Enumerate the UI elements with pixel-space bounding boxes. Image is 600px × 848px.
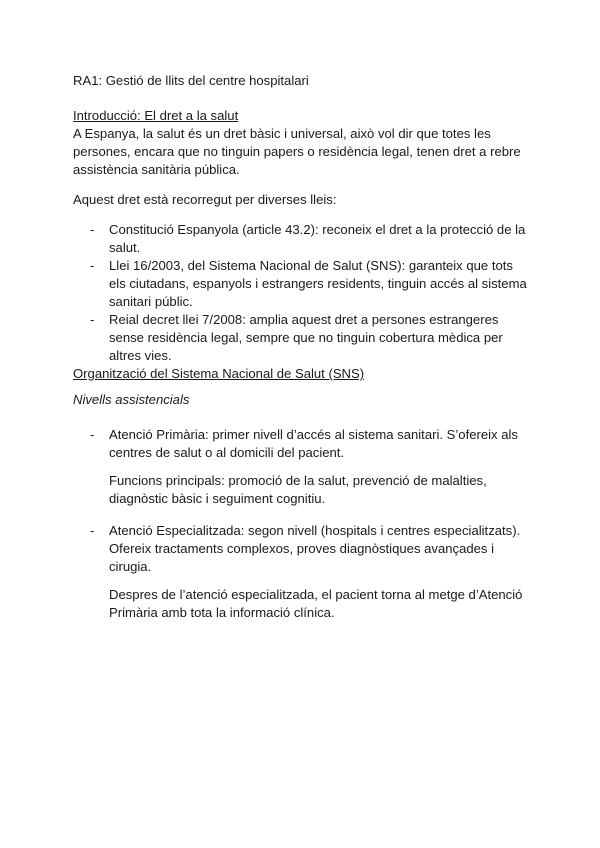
list-item-line: centres de salut o al domicili del pacient. <box>109 445 345 460</box>
list-item-line: sanitari públic. <box>109 294 193 309</box>
list-item-line: cirugia. <box>109 559 152 574</box>
list-dash: - <box>90 427 95 442</box>
list-item-line: salut. <box>109 240 141 255</box>
list-item-line: Ofereix tractaments complexos, proves diagnòstiques avançades i <box>109 541 495 556</box>
list-item-line: Atenció Primària: primer nivell d’accés al sistema sanitari. S’ofereix als <box>109 427 518 442</box>
laws-intro-paragraph: Aquest dret està recorregut per diverses lleis: <box>73 192 337 207</box>
paragraph-line: persones, encara que no tinguin papers o residència legal, tenen dret a rebre <box>73 144 521 159</box>
document-page <box>73 72 535 636</box>
paragraph-line: Despres de l’atenció especialitzada, el pacient torna al metge d’Atenció <box>109 587 523 602</box>
list-item-line: sense residència legal, sempre que no tinguin cobertura mèdica per <box>109 330 503 345</box>
list-item-constitution <box>73 221 535 257</box>
list-dash: - <box>90 312 95 327</box>
paragraph-line: A Espanya, la salut és un dret bàsic i universal, això vol dir que totes les <box>73 126 491 141</box>
section-heading-intro: Introducció: El dret a la salut <box>73 108 239 123</box>
list-item-specialized-care <box>73 522 535 576</box>
list-item-line: Constitució Espanyola (article 43.2): reconeix el dret a la protecció de la <box>109 222 526 237</box>
list-dash: - <box>90 222 95 237</box>
paragraph-line: diagnòstic bàsic i seguiment cognitiu. <box>109 491 326 506</box>
list-item-decree-7-2008 <box>73 311 535 365</box>
section-heading-sns: Organització del Sistema Nacional de Salut (SNS) <box>73 366 365 381</box>
subheading-care-levels: Nivells assistencials <box>73 392 190 407</box>
primary-care-functions <box>109 472 535 508</box>
care-levels-list <box>73 426 535 462</box>
paragraph-line: Funcions principals: promoció de la salut, prevenció de malalties, <box>109 473 487 488</box>
paragraph-line: assistència sanitària pública. <box>73 162 240 177</box>
list-item-line: altres vies. <box>109 348 172 363</box>
list-item-line: Llei 16/2003, del Sistema Nacional de Salut (SNS): garanteix que tots <box>109 258 513 273</box>
list-dash: - <box>90 258 95 273</box>
specialized-care-followup <box>109 586 535 622</box>
care-levels-list-continued <box>73 522 535 576</box>
paragraph-line: Primària amb tota la informació clínica. <box>109 605 335 620</box>
list-item-line: Reial decret llei 7/2008: amplia aquest dret a persones estrangeres <box>109 312 499 327</box>
laws-list <box>73 221 535 365</box>
intro-paragraph <box>73 125 535 179</box>
list-dash: - <box>90 523 95 538</box>
list-item-primary-care <box>73 426 535 462</box>
list-item-line: els ciutadans, espanyols i estrangers residents, tinguin accés al sistema <box>109 276 527 291</box>
document-title: RA1: Gestió de llits del centre hospitalari <box>73 73 309 88</box>
list-item-law-16-2003 <box>73 257 535 311</box>
list-item-line: Atenció Especialitzada: segon nivell (hospitals i centres especialitzats). <box>109 523 521 538</box>
